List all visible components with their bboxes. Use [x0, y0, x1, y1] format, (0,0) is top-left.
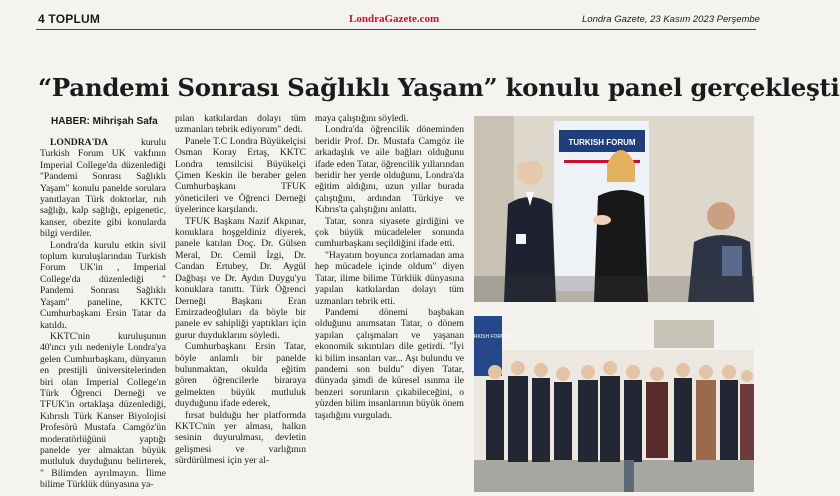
issue-date: Londra Gazete, 23 Kasım 2023 Perşembe	[582, 14, 760, 25]
paragraph: pılan katkılardan dolayı tüm uzmanları tebrik ediyorum" dedi.	[175, 113, 306, 136]
page-header	[0, 0, 773, 30]
section-label: 4 TOPLUM	[38, 12, 101, 26]
header-rule	[36, 29, 756, 30]
article-byline: HABER: Mihrişah Safa	[51, 116, 158, 127]
paragraph: Cumhurbaşkanı Ersin Tatar, böyle anlamlı bir panelde bulunmaktan, okulda eğitim gören öğrencilerle biraraya gelmekten büyük mutluluk duyduğunu ifade ederek,	[175, 341, 306, 410]
article-photo-speakers	[474, 116, 754, 302]
group-photo-illustration	[467, 310, 754, 492]
article-column-2	[175, 113, 306, 467]
paragraph: Londra'da öğrencilik döneminden beridir Prof. Dr. Mustafa Camgöz ile arkadaşlık ve aile bağları olduğunu ifade eden Tatar, öğrencilik yıllarından beridir her yerde olduğunu, Londra'da eğitim aldığını, uzun yıllar burada çalıştığını, ardından Türkiye ve Kıbrıs'ta çalıştığını anlattı.	[315, 124, 464, 216]
lead-paragraph	[40, 137, 166, 240]
lead-word: LONDRA'DA	[50, 137, 109, 148]
paragraph: Pandemi dönemi başbakan olduğunu anımsatan Tatar, o dönem yapılan çalışmaları ve yaşanan ekonomik sıkıntıları dile getirdi. "İyi ki bilim insanları var... Aşı bulundu ve pandemi son buldu" diyen Tatar, dünyada şimdi de küresel ısınma ile benzeri sorunların çıkabileceğini, o yüzden bilim insanlarının büyük önem taşıdığını vurguladı.	[315, 306, 464, 421]
paragraph: Londra'da kurulu etkin sivil toplum kuruluşlarından Turkish Forum UK'in , Imperial College'da düzenlediği " Pandemi Sonrası Sağlıklı Yaşam" paneline, KKTC Cumhurbaşkanı Ersin Tatar da katıldı.	[40, 239, 166, 331]
paragraph: Panele T.C Londra Büyükelçisi Osman Koray Ertaş, KKTC Londra temsilcisi Büyükelçi Çimen Keskin ile beraber gelen Cumhurbaşkanı TFUK yöneticileri ve Öğrenci Derneği üyelerince karşılandı.	[175, 135, 306, 216]
banner-text: TURKISH FORUM	[568, 138, 636, 147]
paragraph: TFUK Başkanı Nazif Akpınar, konuklara hoşgeldiniz diyerek, panele katılan Doç. Dr. Gülsen Meral, Dr. Cemil İzgi, Dr. Candan Ertubey, Dr. Aygül Dağbaşı ve Dr. Aydın Duygu'yu konuklara tanıttı. Türk Öğrenci Derneği Başkanı Eran Emirzadeoğluları da böyle bir panele ev sahipliği yaptıkları için gurur duyduklarını söyledi.	[175, 215, 306, 341]
newspaper-logo[interactable]: LondraGazete.com	[349, 13, 440, 25]
lead-rest: kurulu Turkish Forum UK vakfının Imperial College'da düzenlediği "Pandemi Sonrası Sağlıklı Yaşam" konulu panelde sorulara yanıtlayan Türk doktorlar, ruh sağlığı, kalp sağlığı, epigenetic, kanser, obezite gibi konularda bilgi verdiler.	[40, 137, 166, 240]
banner-text-2: TURKISH FORUM	[467, 334, 509, 340]
paragraph: fırsat bulduğu her platformda KKTC'nin yer alması, halkın sesinin duyurulması, devletin gelişmesi ve varlığının sürdürülmesi için yer al-	[175, 409, 306, 467]
paragraph: KKTC'nin kuruluşunun 40'ıncı yılı nedeniyle Londra'ya gelen Cumhurbaşkanı, dünyanın en prestijli üniversitelerinden biri olan Imperial College'ın Türk Öğrenci Derneği ve TFUK'in ortaklaşa düzenlediği, Kıbrıslı Türk Kanser Biyolojisi Profesörü Mustafa Camgöz'ün moderatörlüğünü yaptığı panelde yer almaktan büyük mutluluk duyduğunu belirterek, " Bilimden ayrılmayın. İlime bilime Türklük dünyasına ya-	[40, 330, 166, 491]
paragraph: maya çalıştığını söyledi.	[315, 113, 409, 124]
article-headline: “Pandemi Sonrası Sağlıklı Yaşam” konulu panel gerçekleşti	[38, 73, 840, 102]
article-column-3	[315, 113, 464, 421]
article-column-1	[40, 137, 166, 491]
speakers-photo-illustration	[474, 116, 754, 302]
article-photo-group	[467, 310, 754, 492]
paragraph: "Hayatım boyunca zorlamadan ama hep mücadele içinde oldum" diyen Tatar, ilime bilime Türklük dünyasına yapılan katkılardan dolayı tüm uzmanları tebrik etti.	[315, 249, 464, 307]
paragraph: Tatar, sonra siyasete girdiğini ve çok büyük mücadeleler sonunda cumhurbaşkanı seçildiğini ifade etti.	[315, 215, 464, 250]
